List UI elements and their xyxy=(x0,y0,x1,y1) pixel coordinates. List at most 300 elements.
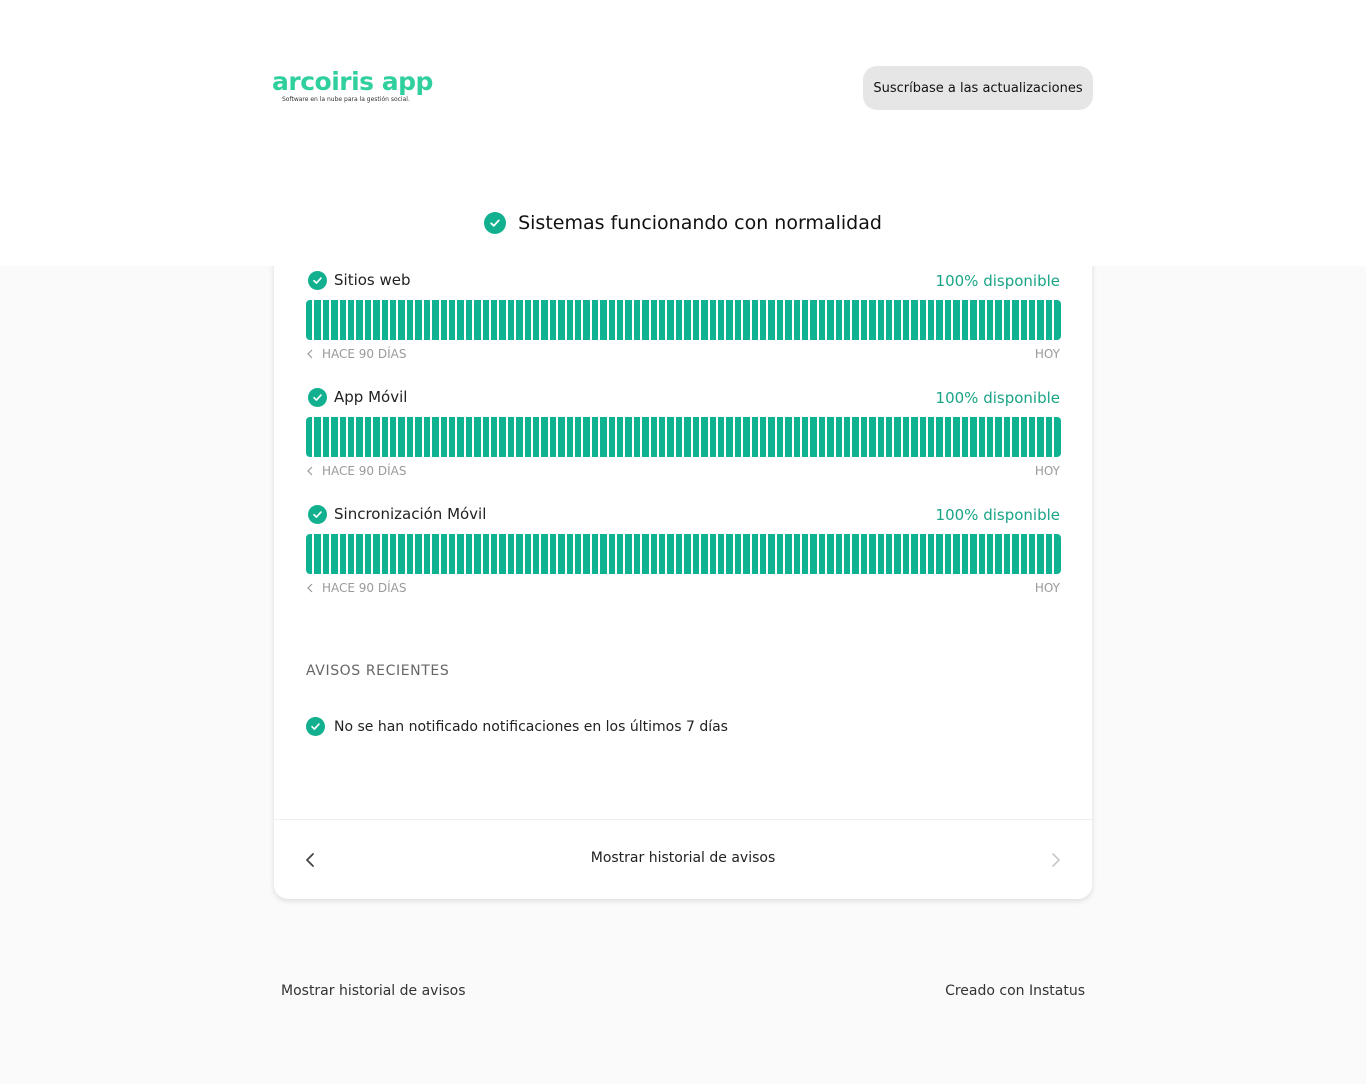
uptime-day-bar[interactable] xyxy=(1004,417,1010,457)
uptime-day-bar[interactable] xyxy=(499,417,505,457)
uptime-day-bar[interactable] xyxy=(861,300,867,340)
uptime-day-bar[interactable] xyxy=(819,300,825,340)
uptime-day-bar[interactable] xyxy=(836,300,842,340)
uptime-day-bar[interactable] xyxy=(592,300,598,340)
uptime-day-bar[interactable] xyxy=(718,534,724,574)
uptime-day-bar[interactable] xyxy=(356,534,362,574)
history-pager xyxy=(274,820,1092,899)
uptime-day-bar[interactable] xyxy=(894,300,900,340)
uptime-day-bar[interactable] xyxy=(449,534,455,574)
uptime-bars[interactable] xyxy=(306,417,1060,457)
uptime-day-bar[interactable] xyxy=(331,417,337,457)
uptime-day-bar[interactable] xyxy=(718,417,724,457)
uptime-day-bar[interactable] xyxy=(659,417,665,457)
uptime-day-bar[interactable] xyxy=(1037,534,1043,574)
uptime-day-bar[interactable] xyxy=(785,417,791,457)
component-uptime: 100% disponible xyxy=(935,506,1060,524)
uptime-day-bar[interactable] xyxy=(407,417,413,457)
uptime-day-bar[interactable] xyxy=(995,417,1001,457)
uptime-day-bar[interactable] xyxy=(802,534,808,574)
uptime-day-bar[interactable] xyxy=(651,534,657,574)
uptime-day-bar[interactable] xyxy=(743,417,749,457)
uptime-day-bar[interactable] xyxy=(785,300,791,340)
uptime-day-bar[interactable] xyxy=(1054,300,1060,340)
uptime-day-bar[interactable] xyxy=(651,417,657,457)
uptime-day-bar[interactable] xyxy=(592,534,598,574)
uptime-day-bar[interactable] xyxy=(802,300,808,340)
uptime-day-bar[interactable] xyxy=(945,417,951,457)
component-uptime: 100% disponible xyxy=(935,272,1060,290)
uptime-day-bar[interactable] xyxy=(348,417,354,457)
brand-logo[interactable] xyxy=(272,68,442,108)
uptime-day-bar[interactable] xyxy=(550,417,556,457)
uptime-day-bar[interactable] xyxy=(768,534,774,574)
uptime-day-bar[interactable] xyxy=(583,417,589,457)
uptime-day-bar[interactable] xyxy=(583,534,589,574)
uptime-day-bar[interactable] xyxy=(693,417,699,457)
uptime-day-bar[interactable] xyxy=(491,534,497,574)
uptime-day-bar[interactable] xyxy=(424,534,430,574)
overall-status xyxy=(0,207,1366,239)
uptime-day-bar[interactable] xyxy=(441,417,447,457)
uptime-day-bar[interactable] xyxy=(474,534,480,574)
uptime-day-bar[interactable] xyxy=(794,417,800,457)
uptime-day-bar[interactable] xyxy=(533,417,539,457)
uptime-day-bar[interactable] xyxy=(1046,417,1052,457)
uptime-day-bar[interactable] xyxy=(424,300,430,340)
uptime-day-bar[interactable] xyxy=(945,300,951,340)
uptime-day-bar[interactable] xyxy=(314,534,320,574)
uptime-day-bar[interactable] xyxy=(684,300,690,340)
uptime-day-bar[interactable] xyxy=(962,534,968,574)
recent-notice-text: No se han notificado notificaciones en los últimos 7 días xyxy=(334,718,728,735)
uptime-day-bar[interactable] xyxy=(911,534,917,574)
uptime-day-bar[interactable] xyxy=(1037,300,1043,340)
check-circle-icon xyxy=(484,212,506,234)
uptime-day-bar[interactable] xyxy=(600,534,606,574)
uptime-day-bar[interactable] xyxy=(466,417,472,457)
uptime-day-bar[interactable] xyxy=(869,534,875,574)
uptime-day-bar[interactable] xyxy=(415,417,421,457)
uptime-day-bar[interactable] xyxy=(449,300,455,340)
uptime-day-bar[interactable] xyxy=(962,417,968,457)
uptime-day-bar[interactable] xyxy=(365,417,371,457)
uptime-day-bar[interactable] xyxy=(617,534,623,574)
uptime-day-bar[interactable] xyxy=(676,417,682,457)
uptime-day-bar[interactable] xyxy=(340,534,346,574)
uptime-day-bar[interactable] xyxy=(306,300,312,340)
chevron-left-icon xyxy=(306,583,314,593)
subscribe-button[interactable]: Suscríbase a las actualizaciones xyxy=(863,66,1093,110)
uptime-day-bar[interactable] xyxy=(752,417,758,457)
uptime-day-bar[interactable] xyxy=(676,300,682,340)
uptime-day-bar[interactable] xyxy=(827,534,833,574)
uptime-day-bar[interactable] xyxy=(894,534,900,574)
uptime-day-bar[interactable] xyxy=(550,300,556,340)
uptime-day-bar[interactable] xyxy=(314,417,320,457)
uptime-day-bar[interactable] xyxy=(768,300,774,340)
uptime-day-bar[interactable] xyxy=(726,417,732,457)
uptime-day-bar[interactable] xyxy=(894,417,900,457)
uptime-day-bar[interactable] xyxy=(1012,534,1018,574)
check-circle-icon xyxy=(308,388,327,407)
uptime-day-bar[interactable] xyxy=(449,417,455,457)
uptime-day-bar[interactable] xyxy=(768,417,774,457)
uptime-day-bar[interactable] xyxy=(398,534,404,574)
uptime-day-bar[interactable] xyxy=(659,534,665,574)
uptime-day-bar[interactable] xyxy=(382,300,388,340)
uptime-day-bar[interactable] xyxy=(1029,534,1035,574)
uptime-day-bar[interactable] xyxy=(810,534,816,574)
uptime-day-bar[interactable] xyxy=(634,534,640,574)
uptime-day-bar[interactable] xyxy=(558,534,564,574)
uptime-day-bar[interactable] xyxy=(693,534,699,574)
uptime-day-bar[interactable] xyxy=(558,417,564,457)
uptime-day-bar[interactable] xyxy=(457,417,463,457)
uptime-day-bar[interactable] xyxy=(432,534,438,574)
uptime-day-bar[interactable] xyxy=(911,300,917,340)
uptime-day-bar[interactable] xyxy=(398,417,404,457)
range-end: HOY xyxy=(1034,347,1060,361)
uptime-day-bar[interactable] xyxy=(684,534,690,574)
uptime-day-bar[interactable] xyxy=(331,300,337,340)
uptime-day-bar[interactable] xyxy=(760,300,766,340)
uptime-day-bar[interactable] xyxy=(617,300,623,340)
uptime-day-bar[interactable] xyxy=(928,300,934,340)
uptime-day-bar[interactable] xyxy=(953,417,959,457)
uptime-day-bar[interactable] xyxy=(718,300,724,340)
uptime-day-bar[interactable] xyxy=(1004,534,1010,574)
uptime-day-bar[interactable] xyxy=(777,300,783,340)
uptime-day-bar[interactable] xyxy=(331,534,337,574)
uptime-day-bar[interactable] xyxy=(970,300,976,340)
uptime-day-bar[interactable] xyxy=(667,300,673,340)
uptime-day-bar[interactable] xyxy=(726,534,732,574)
uptime-day-bar[interactable] xyxy=(987,417,993,457)
uptime-day-bar[interactable] xyxy=(483,417,489,457)
uptime-day-bar[interactable] xyxy=(953,534,959,574)
uptime-day-bar[interactable] xyxy=(365,300,371,340)
uptime-day-bar[interactable] xyxy=(710,417,716,457)
uptime-day-bar[interactable] xyxy=(575,417,581,457)
uptime-day-bar[interactable] xyxy=(533,300,539,340)
uptime-day-bar[interactable] xyxy=(491,300,497,340)
uptime-day-bar[interactable] xyxy=(995,534,1001,574)
uptime-day-bar[interactable] xyxy=(567,300,573,340)
uptime-day-bar[interactable] xyxy=(373,300,379,340)
uptime-day-bar[interactable] xyxy=(953,300,959,340)
next-page-button[interactable] xyxy=(1048,848,1064,872)
uptime-day-bar[interactable] xyxy=(701,534,707,574)
uptime-day-bar[interactable] xyxy=(869,300,875,340)
uptime-day-bar[interactable] xyxy=(760,534,766,574)
uptime-day-bar[interactable] xyxy=(886,417,892,457)
uptime-day-bar[interactable] xyxy=(878,534,884,574)
uptime-day-bar[interactable] xyxy=(340,417,346,457)
uptime-day-bar[interactable] xyxy=(348,300,354,340)
uptime-day-bar[interactable] xyxy=(970,417,976,457)
uptime-day-bar[interactable] xyxy=(701,300,707,340)
range-start: HACE 90 DÍAS xyxy=(322,347,407,361)
uptime-day-bar[interactable] xyxy=(541,534,547,574)
uptime-day-bar[interactable] xyxy=(382,417,388,457)
uptime-day-bar[interactable] xyxy=(525,417,531,457)
check-circle-icon xyxy=(308,505,327,524)
uptime-day-bar[interactable] xyxy=(382,534,388,574)
uptime-day-bar[interactable] xyxy=(491,417,497,457)
uptime-day-bar[interactable] xyxy=(508,417,514,457)
uptime-day-bar[interactable] xyxy=(676,534,682,574)
uptime-day-bar[interactable] xyxy=(617,417,623,457)
uptime-day-bar[interactable] xyxy=(541,417,547,457)
uptime-day-bar[interactable] xyxy=(550,534,556,574)
uptime-day-bar[interactable] xyxy=(567,417,573,457)
uptime-day-bar[interactable] xyxy=(642,417,648,457)
uptime-day-bar[interactable] xyxy=(743,534,749,574)
uptime-day-bar[interactable] xyxy=(1004,300,1010,340)
uptime-day-bar[interactable] xyxy=(802,417,808,457)
uptime-day-bar[interactable] xyxy=(861,534,867,574)
component-uptime: 100% disponible xyxy=(935,389,1060,407)
uptime-day-bar[interactable] xyxy=(777,534,783,574)
uptime-day-bar[interactable] xyxy=(356,300,362,340)
uptime-day-bar[interactable] xyxy=(441,300,447,340)
uptime-day-bar[interactable] xyxy=(1046,300,1052,340)
uptime-day-bar[interactable] xyxy=(575,534,581,574)
uptime-day-bar[interactable] xyxy=(541,300,547,340)
uptime-day-bar[interactable] xyxy=(398,300,404,340)
uptime-day-bar[interactable] xyxy=(1029,300,1035,340)
uptime-day-bar[interactable] xyxy=(970,534,976,574)
uptime-day-bar[interactable] xyxy=(609,300,615,340)
uptime-day-bar[interactable] xyxy=(1054,534,1060,574)
uptime-day-bar[interactable] xyxy=(844,534,850,574)
uptime-day-bar[interactable] xyxy=(1046,534,1052,574)
uptime-day-bar[interactable] xyxy=(306,534,312,574)
uptime-day-bar[interactable] xyxy=(752,534,758,574)
uptime-day-bar[interactable] xyxy=(625,417,631,457)
uptime-day-bar[interactable] xyxy=(1037,417,1043,457)
uptime-day-bar[interactable] xyxy=(457,300,463,340)
uptime-day-bar[interactable] xyxy=(819,534,825,574)
uptime-day-bar[interactable] xyxy=(936,534,942,574)
uptime-day-bar[interactable] xyxy=(499,300,505,340)
uptime-day-bar[interactable] xyxy=(600,300,606,340)
uptime-day-bar[interactable] xyxy=(852,300,858,340)
uptime-day-bar[interactable] xyxy=(390,300,396,340)
uptime-day-bar[interactable] xyxy=(710,300,716,340)
uptime-day-bar[interactable] xyxy=(878,300,884,340)
uptime-day-bar[interactable] xyxy=(810,417,816,457)
uptime-day-bar[interactable] xyxy=(390,534,396,574)
uptime-day-bar[interactable] xyxy=(508,534,514,574)
uptime-day-bar[interactable] xyxy=(827,300,833,340)
uptime-day-bar[interactable] xyxy=(903,534,909,574)
uptime-day-bar[interactable] xyxy=(936,300,942,340)
uptime-day-bar[interactable] xyxy=(483,300,489,340)
uptime-day-bar[interactable] xyxy=(861,417,867,457)
uptime-day-bar[interactable] xyxy=(558,300,564,340)
history-pager-label[interactable]: Mostrar historial de avisos xyxy=(590,850,776,866)
uptime-day-bar[interactable] xyxy=(600,417,606,457)
uptime-day-bar[interactable] xyxy=(634,300,640,340)
uptime-day-bar[interactable] xyxy=(911,417,917,457)
uptime-day-bar[interactable] xyxy=(979,534,985,574)
uptime-day-bar[interactable] xyxy=(726,300,732,340)
uptime-day-bar[interactable] xyxy=(667,417,673,457)
uptime-day-bar[interactable] xyxy=(415,300,421,340)
uptime-day-bar[interactable] xyxy=(499,534,505,574)
uptime-day-bar[interactable] xyxy=(979,300,985,340)
uptime-day-bar[interactable] xyxy=(323,534,329,574)
range-start: HACE 90 DÍAS xyxy=(322,464,407,478)
uptime-day-bar[interactable] xyxy=(1021,300,1027,340)
uptime-day-bar[interactable] xyxy=(886,300,892,340)
uptime-day-bar[interactable] xyxy=(928,534,934,574)
card-top-mask xyxy=(270,240,1100,266)
uptime-day-bar[interactable] xyxy=(667,534,673,574)
uptime-day-bar[interactable] xyxy=(432,417,438,457)
uptime-day-bar[interactable] xyxy=(516,534,522,574)
uptime-day-bar[interactable] xyxy=(735,300,741,340)
uptime-day-bar[interactable] xyxy=(1012,300,1018,340)
uptime-day-bar[interactable] xyxy=(1029,417,1035,457)
uptime-day-bar[interactable] xyxy=(869,417,875,457)
uptime-day-bar[interactable] xyxy=(466,300,472,340)
uptime-day-bar[interactable] xyxy=(1021,417,1027,457)
uptime-day-bar[interactable] xyxy=(457,534,463,574)
uptime-day-bar[interactable] xyxy=(567,534,573,574)
uptime-day-bar[interactable] xyxy=(373,417,379,457)
uptime-day-bar[interactable] xyxy=(516,417,522,457)
uptime-day-bar[interactable] xyxy=(348,534,354,574)
uptime-day-bar[interactable] xyxy=(693,300,699,340)
uptime-day-bar[interactable] xyxy=(609,417,615,457)
uptime-day-bar[interactable] xyxy=(407,300,413,340)
uptime-day-bar[interactable] xyxy=(516,300,522,340)
uptime-day-bar[interactable] xyxy=(995,300,1001,340)
uptime-day-bar[interactable] xyxy=(810,300,816,340)
chevron-right-icon xyxy=(1051,852,1061,868)
uptime-day-bar[interactable] xyxy=(819,417,825,457)
uptime-day-bar[interactable] xyxy=(441,534,447,574)
uptime-day-bar[interactable] xyxy=(625,534,631,574)
uptime-day-bar[interactable] xyxy=(1012,417,1018,457)
brand-name: arcoiris app xyxy=(272,67,433,96)
recent-notice xyxy=(306,717,728,736)
uptime-day-bar[interactable] xyxy=(886,534,892,574)
uptime-day-bar[interactable] xyxy=(642,534,648,574)
uptime-day-bar[interactable] xyxy=(735,417,741,457)
uptime-day-bar[interactable] xyxy=(878,417,884,457)
uptime-bars[interactable] xyxy=(306,300,1060,340)
uptime-day-bar[interactable] xyxy=(735,534,741,574)
uptime-day-bar[interactable] xyxy=(483,534,489,574)
uptime-day-bar[interactable] xyxy=(836,534,842,574)
overall-status-text: Sistemas funcionando con normalidad xyxy=(518,212,882,234)
uptime-day-bar[interactable] xyxy=(323,417,329,457)
uptime-day-bar[interactable] xyxy=(651,300,657,340)
uptime-day-bar[interactable] xyxy=(844,417,850,457)
uptime-day-bar[interactable] xyxy=(533,534,539,574)
uptime-day-bar[interactable] xyxy=(785,534,791,574)
uptime-day-bar[interactable] xyxy=(592,417,598,457)
uptime-day-bar[interactable] xyxy=(979,417,985,457)
uptime-day-bar[interactable] xyxy=(945,534,951,574)
brand-tagline: Software en la nube para la gestión social. xyxy=(282,96,410,103)
uptime-day-bar[interactable] xyxy=(836,417,842,457)
uptime-day-bar[interactable] xyxy=(794,300,800,340)
uptime-day-bar[interactable] xyxy=(710,534,716,574)
uptime-day-bar[interactable] xyxy=(936,417,942,457)
uptime-day-bar[interactable] xyxy=(474,417,480,457)
uptime-day-bar[interactable] xyxy=(743,300,749,340)
uptime-day-bar[interactable] xyxy=(340,300,346,340)
uptime-day-bar[interactable] xyxy=(407,534,413,574)
uptime-day-bar[interactable] xyxy=(390,417,396,457)
uptime-day-bar[interactable] xyxy=(583,300,589,340)
uptime-day-bar[interactable] xyxy=(684,417,690,457)
uptime-day-bar[interactable] xyxy=(827,417,833,457)
uptime-day-bar[interactable] xyxy=(314,300,320,340)
uptime-day-bar[interactable] xyxy=(323,300,329,340)
uptime-day-bar[interactable] xyxy=(659,300,665,340)
uptime-day-bar[interactable] xyxy=(466,534,472,574)
uptime-day-bar[interactable] xyxy=(852,534,858,574)
uptime-day-bar[interactable] xyxy=(575,300,581,340)
uptime-day-bar[interactable] xyxy=(777,417,783,457)
uptime-day-bar[interactable] xyxy=(928,417,934,457)
uptime-day-bar[interactable] xyxy=(844,300,850,340)
uptime-day-bar[interactable] xyxy=(306,417,312,457)
component-name: Sincronización Móvil xyxy=(334,505,487,523)
uptime-day-bar[interactable] xyxy=(752,300,758,340)
footer-credit-link[interactable]: Creado con Instatus xyxy=(945,983,1085,999)
uptime-day-bar[interactable] xyxy=(987,534,993,574)
uptime-day-bar[interactable] xyxy=(852,417,858,457)
uptime-day-bar[interactable] xyxy=(1021,534,1027,574)
uptime-day-bar[interactable] xyxy=(920,417,926,457)
uptime-day-bar[interactable] xyxy=(525,534,531,574)
uptime-day-bar[interactable] xyxy=(903,300,909,340)
uptime-day-bar[interactable] xyxy=(634,417,640,457)
uptime-day-bar[interactable] xyxy=(365,534,371,574)
uptime-day-bar[interactable] xyxy=(415,534,421,574)
uptime-day-bar[interactable] xyxy=(508,300,514,340)
uptime-day-bar[interactable] xyxy=(474,300,480,340)
uptime-day-bar[interactable] xyxy=(1054,417,1060,457)
uptime-day-bar[interactable] xyxy=(625,300,631,340)
uptime-day-bar[interactable] xyxy=(373,534,379,574)
uptime-day-bar[interactable] xyxy=(760,417,766,457)
uptime-day-bar[interactable] xyxy=(424,417,430,457)
uptime-day-bar[interactable] xyxy=(525,300,531,340)
uptime-day-bar[interactable] xyxy=(432,300,438,340)
uptime-day-bar[interactable] xyxy=(356,417,362,457)
uptime-day-bar[interactable] xyxy=(794,534,800,574)
uptime-day-bar[interactable] xyxy=(609,534,615,574)
uptime-day-bar[interactable] xyxy=(903,417,909,457)
uptime-day-bar[interactable] xyxy=(987,300,993,340)
uptime-day-bar[interactable] xyxy=(920,300,926,340)
footer-history-link[interactable]: Mostrar historial de avisos xyxy=(281,983,466,999)
uptime-day-bar[interactable] xyxy=(920,534,926,574)
uptime-day-bar[interactable] xyxy=(701,417,707,457)
uptime-bars[interactable] xyxy=(306,534,1060,574)
component-name: Sitios web xyxy=(334,271,411,289)
uptime-day-bar[interactable] xyxy=(962,300,968,340)
uptime-day-bar[interactable] xyxy=(642,300,648,340)
